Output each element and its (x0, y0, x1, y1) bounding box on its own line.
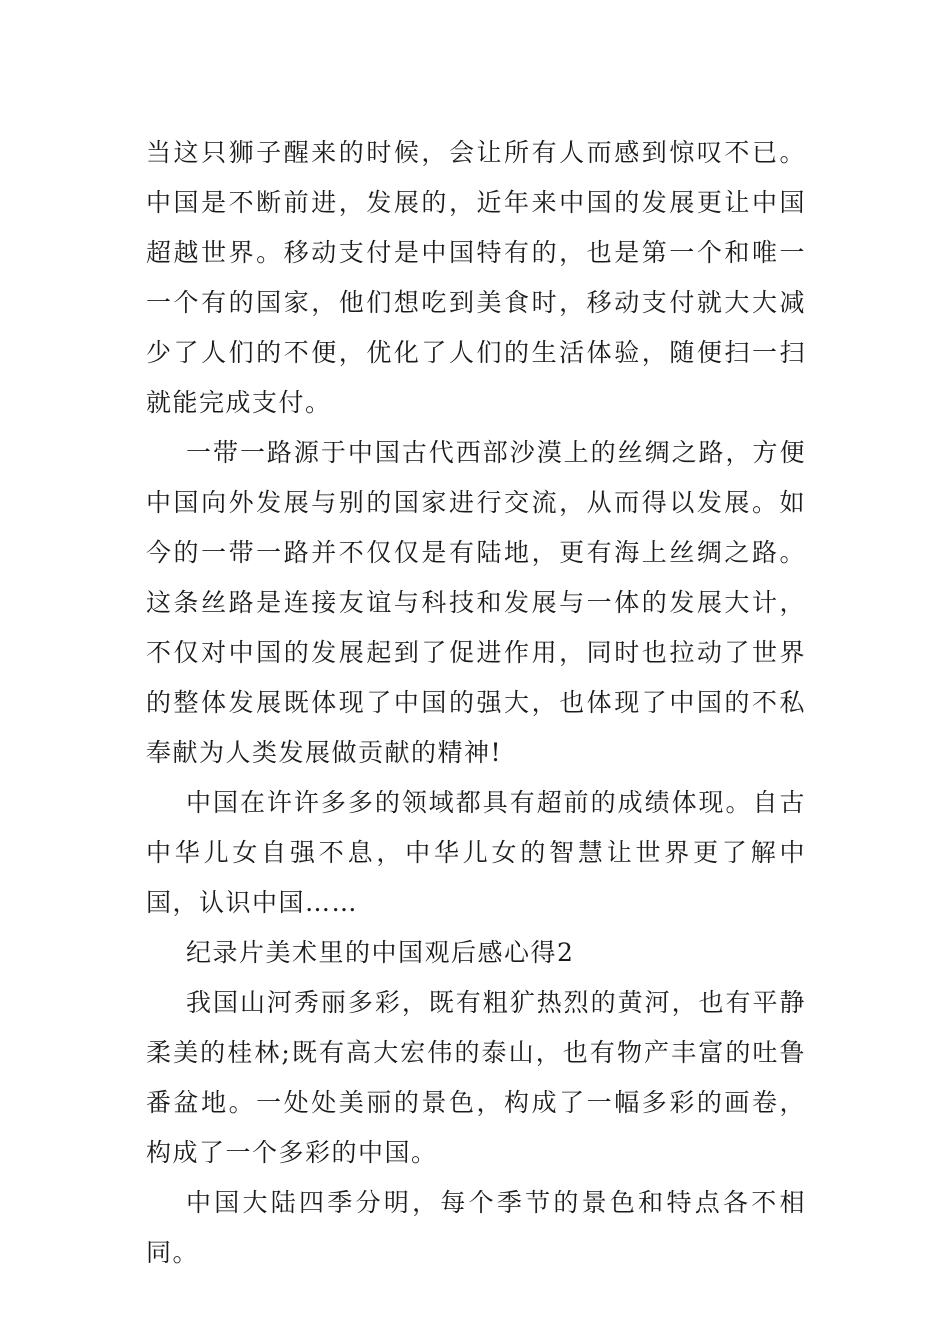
section-heading: 纪录片美术里的中国观后感心得2 (186, 938, 575, 967)
paragraph-lion-awakening: 当这只狮子醒来的时候，会让所有人而感到惊叹不已。中国是不断前进，发展的，近年来中国的发展更让中国超越世界。移动支付是中国特有的，也是第一个和唯一一个有的国家，他们想吃到美食时，移动支付就大大减少了人们的不便，优化了人们的生活体验，随便扫一扫就能完成支付。 (146, 138, 806, 417)
paragraph-seasons: 中国大陆四季分明，每个季节的景色和特点各不相同。 (146, 1188, 806, 1267)
paragraph-landscapes: 我国山河秀丽多彩，既有粗犷热烈的黄河，也有平静柔美的桂林;既有高大宏伟的泰山，也有物产丰富的吐鲁番盆地。一处处美丽的景色，构成了一幅多彩的画卷，构成了一个多彩的中国。 (146, 988, 806, 1167)
paragraph-achievements: 中国在许许多多的领域都具有超前的成绩体现。自古中华儿女自强不息，中华儿女的智慧让世界更了解中国，认识中国…… (146, 788, 806, 917)
paragraph-belt-and-road: 一带一路源于中国古代西部沙漠上的丝绸之路，方便中国向外发展与别的国家进行交流，从而得以发展。如今的一带一路并不仅仅是有陆地，更有海上丝绸之路。这条丝路是连接友谊与科技和发展与一体的发展大计，不仅对中国的发展起到了促进作用，同时也拉动了世界的整体发展既体现了中国的强大，也体现了中国的不私奉献为人类发展做贡献的精神! (146, 438, 806, 767)
document-body (146, 128, 806, 1278)
